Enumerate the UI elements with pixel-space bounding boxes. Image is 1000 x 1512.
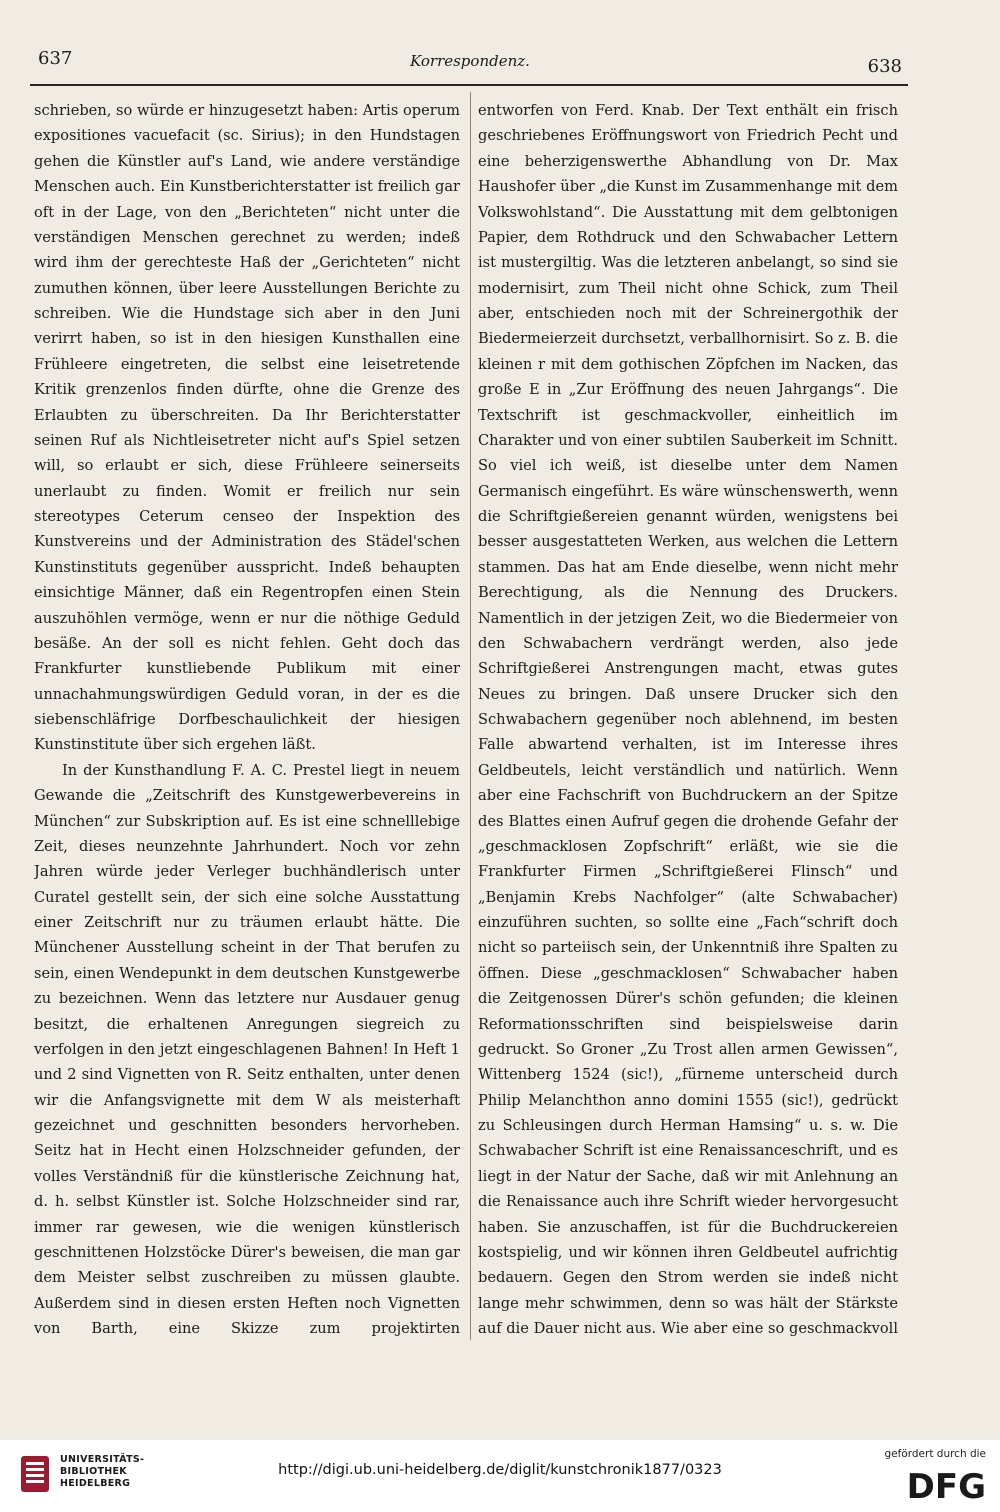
- paragraph: schrieben, so würde er hinzugesetzt haben: Artis operum expositiones vacuefacit (sc. Sirius); in den Hundstagen gehen die Künstler auf's Land, wie andere verständige Menschen auch. Ein Kunstberichterstatter ist freilich gar oft in der Lage, von den „Berichteten“ nicht unter die verständigen Menschen gerechnet zu werden; indeß wird ihm der gerechteste Haß der „Gerichteten“ nicht zumuthen können, über leere Ausstellungen Berichte zu schreiben. Wie die Hundstage sich aber in den Juni verirrt haben, so ist in den hiesigen Kunsthallen eine Frühleere eingetreten, die selbst eine leisetretende Kritik grenzenlos finden dürfte, ohne die Grenze des Erlaubten zu überschreiten. Da Ihr Berichterstatter seinen Ruf als Nichtleisetreter nicht auf's Spiel setzen will, so erlaubt er sich, diese Frühleere seinerseits unerlaubt zu finden. Womit er freilich nur sein stereotypes Ceterum censeo der Inspektion des Kunstvereins und der Administration des Städel'schen Kunstinstituts gegenüber ausspricht. Indeß behaupten einsichtige Männer, daß ein Regentropfen einen Stein auszuhöhlen vermöge, wenn er nur die nöthige Geduld besäße. An der soll es nicht fehlen. Geht doch das Frankfurter kunstliebende Publikum mit einer unnachahmungswürdigen Geduld voran, in der es die siebenschläfrige Dorfbeschaulichkeit der hiesigen Kunstinstitute über sich ergehen läßt.: [34, 102, 460, 754]
- page-number-left: 637: [38, 48, 73, 69]
- library-name-line: HEIDELBERG: [60, 1478, 131, 1489]
- footer: [0, 1440, 1000, 1512]
- page-header: [38, 48, 902, 82]
- running-title: Korrespondenz.: [410, 52, 530, 70]
- permalink-url[interactable]: http://digi.ub.uni-heidelberg.de/diglit/kunstchronik1877/0323: [278, 1462, 722, 1478]
- dfg-logo-text: DFG: [906, 1468, 986, 1502]
- paragraph: entworfen von Ferd. Knab. Der Text enthält ein frisch geschriebenes Eröffnungswort von Friedrich Pecht und eine beherzigenswerthe Abhandlung von Dr. Max Haushofer über „die Kunst im Zusammenhange mit dem Volkswohlstand“. Die Ausstattung mit dem gelbtonigen Papier, dem Rothdruck und den Schwabacher Lettern ist mustergiltig. Was die letzteren anbelangt, so sind sie modernisirt, zum Theil nicht ohne Schick, zum Theil aber, entschieden noch mit der Schreinergothik der Biedermeierzeit durchsetzt, verballhornisirt. So z. B. die kleinen r mit dem gothischen Zöpfchen im Nacken, das große E in „Zur Eröffnung des neuen Jahrgangs“. Die Textschrift ist geschmackvoller, einheitlich im Charakter und von einer subtilen Sauberkeit im Schnitt. So viel ich weiß, ist dieselbe unter dem Namen Germanisch eingeführt. Es wäre wünschenswerth, wenn die Schriftgießereien genannt würden, wenigstens bei besser ausgestatteten Werken, aus welchen die Lettern stammen. Das hat am Ende dieselbe, wenn nicht mehr Berechtigung, als die Nennung des Druckers. Namentlich in der jetzigen Zeit, wo die Biedermeier von den Schwabachern verdrängt werden, also jede Schriftgießerei Anstrengungen macht, etwas gutes Neues zu bringen. Daß unsere Drucker sich den Schwabachern gegenüber noch ablehnend, im besten Falle abwartend verhalten, ist im Interesse ihres Geldbeutels, leicht verständlich und natürlich. Wenn aber eine Fachschrift von Buchdruckern an der Spitze des Blattes einen Aufruf gegen die drohende Gefahr der „geschmacklosen Zopfschrift“ erläßt, wie sie die Frankfurter Firmen „Schriftgießerei Flinsch“ und „Benjamin Krebs Nachfolger“ (alte Schwabacher) einzuführen suchten, so sollte eine „Fach“schrift doch nicht so parteiisch sein, der Unkenntniß ihre Spalten zu öffnen. Diese „geschmacklosen“ Schwabacher haben die Zeitgenossen Dürer's schön gefunden; die kleinen Reformationsschriften sind beispielsweise darin gedruckt. So Groner „Zu Trost allen armen Gewissen“, Wittenberg 1524 (sic!), „fürneme unterscheid durch Philip Melanchthon anno domini 1555 (sic!), gedrückt zu Schleusingen durch Herman Hamsing“ u. s. w. Die Schwabacher Schrift ist eine Renaissanceschrift, und es liegt in der Natur der Sache, daß wir mit Anlehnung an die Renaissance auch ihre Schrift wieder hervorgesucht haben. Sie anzuschaffen, ist für die Buchdruckereien kostspielig, und wir können ihren Geldbeutel aufrichtig bedauern. Gegen den Strom werden sie indeß nicht lange mehr schwimmen, denn so was hält der Stärkste auf die Dauer nicht aus. Wie aber eine so geschmackvoll: [478, 102, 898, 1337]
- right-column: [478, 98, 898, 1342]
- dfg-logo: [890, 1468, 986, 1502]
- page-number-right: 638: [867, 56, 902, 77]
- paragraph: In der Kunsthandlung F. A. C. Prestel liegt in neuem Gewande die „Zeitschrift des Kunstgewerbevereins in München“ zur Subskription auf. Es ist eine schnelllebige Zeit, dieses neunzehnte Jahrhundert. Noch vor zehn Jahren würde jeder Verleger buchhändlerisch unter Curatel gestellt sein, der sich eine solche Ausstattung einer Zeitschrift nur zu träumen erlaubt hätte. Die Münchener Ausstellung scheint in der That berufen zu sein, einen Wendepunkt in dem deutschen Kunstgewerbe zu bezeichnen. Wenn das letztere nur Ausdauer genug besitzt, die erhaltenen Anregungen siegreich zu verfolgen in den jetzt eingeschlagenen Bahnen! In Heft 1 und 2 sind Vignetten von R. Seitz enthalten, unter denen wir die Anfangsvignette mit dem W als meisterhaft gezeichnet und geschnitten besonders hervorheben. Seitz hat in Hecht einen Holzschneider gefunden, der volles Verständniß für die künstlerische Zeichnung hat, d. h. selbst Künstler ist. Solche Holzschneider sind rar, immer rar gewesen, wie die wenigen künstlerisch geschnittenen Holzstöcke Dürer's beweisen, die man gar dem Meister selbst zuschreiben zu müssen glaubte. Außerdem sind in diesen ersten Heften noch Vignetten von Barth, eine Skizze zum projektirten: [34, 761, 460, 1337]
- column-divider: [470, 92, 471, 1340]
- funded-by-label: gefördert durch die: [884, 1448, 986, 1460]
- library-name-line: UNIVERSITÄTS-: [60, 1454, 145, 1465]
- header-rule: [30, 84, 908, 86]
- left-column: [34, 98, 460, 1342]
- library-name-line: BIBLIOTHEK: [60, 1466, 127, 1477]
